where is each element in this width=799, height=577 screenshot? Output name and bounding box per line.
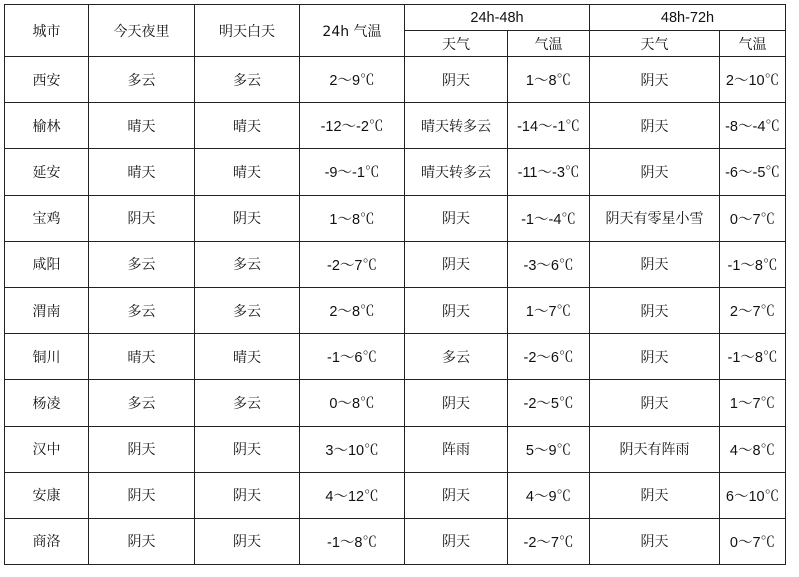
cell-city: 商洛 <box>5 518 89 564</box>
cell-weather-48h: 阴天 <box>405 241 508 287</box>
cell-tomorrow-weather: 阴天 <box>195 195 300 241</box>
cell-temp-48h: 1～7℃ <box>508 287 590 333</box>
cell-temp-72h: 6～10℃ <box>720 472 786 518</box>
cell-city: 咸阳 <box>5 241 89 287</box>
cell-temp-24h: -2～7℃ <box>300 241 405 287</box>
cell-temp-24h: 4～12℃ <box>300 472 405 518</box>
header-group-24-48: 24h-48h <box>405 5 590 31</box>
cell-weather-72h: 阴天 <box>590 334 720 380</box>
cell-tomorrow-weather: 多云 <box>195 57 300 103</box>
cell-temp-48h: -2～6℃ <box>508 334 590 380</box>
header-group-48-72: 48h-72h <box>590 5 786 31</box>
table-row <box>5 287 786 333</box>
cell-temp-72h: 2～10℃ <box>720 57 786 103</box>
cell-city: 西安 <box>5 57 89 103</box>
cell-temp-72h: 4～8℃ <box>720 426 786 472</box>
cell-tonight-weather: 晴天 <box>89 334 195 380</box>
header-tonight: 今天夜里 <box>89 5 195 57</box>
table-row <box>5 334 786 380</box>
cell-weather-48h: 阴天 <box>405 472 508 518</box>
cell-temp-72h: -1～8℃ <box>720 334 786 380</box>
cell-tomorrow-weather: 阴天 <box>195 518 300 564</box>
cell-tomorrow-weather: 多云 <box>195 380 300 426</box>
cell-temp-24h: -1～6℃ <box>300 334 405 380</box>
cell-weather-48h: 晴天转多云 <box>405 103 508 149</box>
cell-tonight-weather: 多云 <box>89 241 195 287</box>
cell-temp-24h: 2～8℃ <box>300 287 405 333</box>
cell-tomorrow-weather: 晴天 <box>195 334 300 380</box>
cell-weather-72h: 阴天 <box>590 380 720 426</box>
cell-city: 汉中 <box>5 426 89 472</box>
cell-weather-48h: 阴天 <box>405 518 508 564</box>
cell-weather-72h: 阴天 <box>590 57 720 103</box>
table-row <box>5 426 786 472</box>
cell-temp-48h: -1～-4℃ <box>508 195 590 241</box>
cell-temp-24h: 2～9℃ <box>300 57 405 103</box>
header-temp-24h: 24h 气温 <box>300 5 405 57</box>
cell-temp-48h: -11～-3℃ <box>508 149 590 195</box>
cell-weather-72h: 阴天 <box>590 472 720 518</box>
cell-tomorrow-weather: 晴天 <box>195 149 300 195</box>
table-row <box>5 241 786 287</box>
subheader-temp-48: 气温 <box>508 31 590 57</box>
cell-temp-48h: -14～-1℃ <box>508 103 590 149</box>
cell-city: 杨凌 <box>5 380 89 426</box>
cell-temp-72h: 0～7℃ <box>720 195 786 241</box>
cell-weather-72h: 阴天有零星小雪 <box>590 195 720 241</box>
cell-tonight-weather: 晴天 <box>89 149 195 195</box>
cell-weather-72h: 阴天 <box>590 287 720 333</box>
subheader-weather-72: 天气 <box>590 31 720 57</box>
cell-weather-72h: 阴天 <box>590 103 720 149</box>
cell-city: 安康 <box>5 472 89 518</box>
cell-temp-72h: 1～7℃ <box>720 380 786 426</box>
table-row <box>5 57 786 103</box>
table-row <box>5 149 786 195</box>
cell-weather-72h: 阴天 <box>590 149 720 195</box>
subheader-weather-48: 天气 <box>405 31 508 57</box>
cell-tomorrow-weather: 阴天 <box>195 472 300 518</box>
cell-temp-72h: -1～8℃ <box>720 241 786 287</box>
cell-temp-48h: 4～9℃ <box>508 472 590 518</box>
cell-temp-24h: 0～8℃ <box>300 380 405 426</box>
cell-weather-48h: 晴天转多云 <box>405 149 508 195</box>
cell-tonight-weather: 阴天 <box>89 518 195 564</box>
cell-temp-24h: 1～8℃ <box>300 195 405 241</box>
header-row <box>5 5 786 31</box>
cell-weather-72h: 阴天有阵雨 <box>590 426 720 472</box>
cell-weather-48h: 多云 <box>405 334 508 380</box>
cell-temp-24h: -12～-2℃ <box>300 103 405 149</box>
cell-temp-48h: -2～5℃ <box>508 380 590 426</box>
cell-weather-48h: 阴天 <box>405 195 508 241</box>
cell-tonight-weather: 多云 <box>89 380 195 426</box>
cell-city: 延安 <box>5 149 89 195</box>
cell-temp-24h: -9～-1℃ <box>300 149 405 195</box>
table-row <box>5 472 786 518</box>
cell-tonight-weather: 晴天 <box>89 103 195 149</box>
table-row <box>5 380 786 426</box>
cell-temp-24h: 3～10℃ <box>300 426 405 472</box>
cell-tonight-weather: 阴天 <box>89 426 195 472</box>
table-row <box>5 518 786 564</box>
cell-temp-72h: 2～7℃ <box>720 287 786 333</box>
cell-tomorrow-weather: 多云 <box>195 287 300 333</box>
cell-temp-48h: 5～9℃ <box>508 426 590 472</box>
cell-city: 榆林 <box>5 103 89 149</box>
cell-temp-48h: -2～7℃ <box>508 518 590 564</box>
cell-weather-72h: 阴天 <box>590 241 720 287</box>
weather-forecast-table <box>4 4 786 565</box>
cell-tomorrow-weather: 多云 <box>195 241 300 287</box>
cell-temp-72h: -6～-5℃ <box>720 149 786 195</box>
cell-tonight-weather: 多云 <box>89 287 195 333</box>
cell-weather-48h: 阴天 <box>405 287 508 333</box>
cell-city: 宝鸡 <box>5 195 89 241</box>
cell-tonight-weather: 多云 <box>89 57 195 103</box>
cell-tomorrow-weather: 晴天 <box>195 103 300 149</box>
header-city: 城市 <box>5 5 89 57</box>
cell-tomorrow-weather: 阴天 <box>195 426 300 472</box>
table-row <box>5 195 786 241</box>
cell-weather-48h: 阴天 <box>405 380 508 426</box>
cell-weather-72h: 阴天 <box>590 518 720 564</box>
cell-city: 渭南 <box>5 287 89 333</box>
table-body <box>5 57 786 565</box>
table-row <box>5 103 786 149</box>
cell-temp-72h: 0～7℃ <box>720 518 786 564</box>
subheader-temp-72: 气温 <box>720 31 786 57</box>
header-tomorrow-day: 明天白天 <box>195 5 300 57</box>
cell-temp-24h: -1～8℃ <box>300 518 405 564</box>
cell-temp-48h: -3～6℃ <box>508 241 590 287</box>
cell-weather-48h: 阵雨 <box>405 426 508 472</box>
cell-tonight-weather: 阴天 <box>89 195 195 241</box>
cell-temp-48h: 1～8℃ <box>508 57 590 103</box>
cell-tonight-weather: 阴天 <box>89 472 195 518</box>
cell-weather-48h: 阴天 <box>405 57 508 103</box>
cell-city: 铜川 <box>5 334 89 380</box>
cell-temp-72h: -8～-4℃ <box>720 103 786 149</box>
